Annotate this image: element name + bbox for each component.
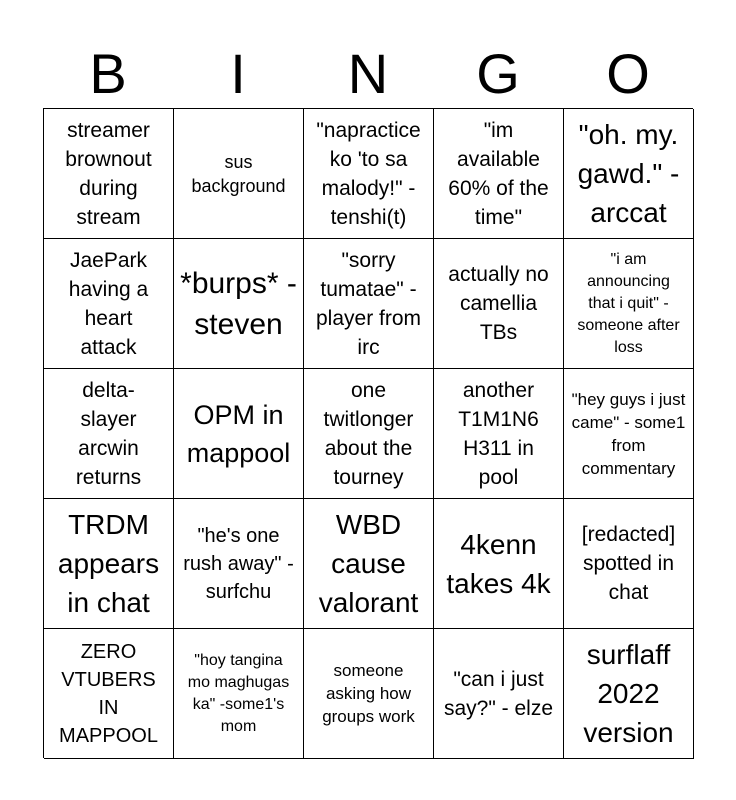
bingo-cell[interactable] xyxy=(434,109,564,239)
cell-text: one twitlonger about the tourney xyxy=(323,378,414,489)
bingo-cell[interactable] xyxy=(564,629,694,759)
cell-text: "i am announcing that i quit" - someone after loss xyxy=(577,250,680,356)
bingo-cell[interactable] xyxy=(174,369,304,499)
bingo-cell[interactable] xyxy=(304,369,434,499)
bingo-cell[interactable] xyxy=(304,499,434,629)
cell-text: someone asking how groups work xyxy=(322,661,415,726)
cell-text: "hoy tangina mo maghugas ka" -some1's mom xyxy=(187,651,290,735)
bingo-cell[interactable] xyxy=(174,629,304,759)
bingo-cell[interactable] xyxy=(174,109,304,239)
header-letter-g: G xyxy=(476,42,520,105)
bingo-cell[interactable] xyxy=(44,239,174,369)
cell-text: 4kenn takes 4k xyxy=(446,528,551,599)
cell-text: actually no camellia TBs xyxy=(448,263,549,344)
bingo-cell[interactable] xyxy=(564,369,694,499)
bingo-header xyxy=(43,40,693,108)
bingo-cell[interactable] xyxy=(564,109,694,239)
cell-text: "hey guys i just came" - some1 from commentary xyxy=(571,389,686,478)
bingo-cell[interactable] xyxy=(304,109,434,239)
cell-text: "napractice ko 'to sa malody!" - tenshi(t) xyxy=(316,118,421,229)
cell-text: another T1M1N6 H311 in pool xyxy=(458,378,539,489)
header-letter-i: I xyxy=(230,42,246,105)
cell-text: "can i just say?" - elze xyxy=(444,667,553,720)
bingo-cell[interactable] xyxy=(44,499,174,629)
cell-text: OPM in mappool xyxy=(186,399,291,468)
bingo-cell[interactable] xyxy=(304,239,434,369)
cell-text: streamer brownout during stream xyxy=(65,118,152,229)
bingo-cell[interactable] xyxy=(44,629,174,759)
cell-text: WBD cause valorant xyxy=(318,509,419,618)
cell-text: TRDM appears in chat xyxy=(57,509,160,618)
bingo-cell[interactable] xyxy=(44,109,174,239)
bingo-cell[interactable] xyxy=(434,499,564,629)
bingo-cell[interactable] xyxy=(304,629,434,759)
cell-text: [redacted] spotted in chat xyxy=(581,523,676,604)
cell-text: "im available 60% of the time" xyxy=(448,118,549,229)
cell-text: "he's one rush away" - surfchu xyxy=(183,524,294,603)
bingo-cell[interactable] xyxy=(434,239,564,369)
header-letter-b: B xyxy=(89,42,127,105)
cell-text: sus background xyxy=(191,151,286,196)
cell-text: surflaff 2022 version xyxy=(583,639,674,748)
bingo-cell[interactable] xyxy=(44,369,174,499)
cell-text: delta-slayer arcwin returns xyxy=(75,378,142,489)
bingo-cell[interactable] xyxy=(174,499,304,629)
cell-text: JaePark having a heart attack xyxy=(68,248,149,359)
bingo-cell[interactable] xyxy=(564,499,694,629)
bingo-cell[interactable] xyxy=(434,629,564,759)
cell-text: "oh. my. gawd." - arccat xyxy=(577,119,680,228)
header-letter-o: O xyxy=(606,42,650,105)
cell-text: *burps* -steven xyxy=(180,266,297,341)
bingo-cell[interactable] xyxy=(174,239,304,369)
bingo-cell[interactable] xyxy=(434,369,564,499)
cell-text: "sorry tumatae" - player from irc xyxy=(315,248,422,359)
bingo-grid xyxy=(43,108,693,758)
bingo-cell[interactable] xyxy=(564,239,694,369)
header-letter-n: N xyxy=(347,42,389,105)
cell-text: ZERO VTUBERS IN MAPPOOL xyxy=(59,640,158,747)
